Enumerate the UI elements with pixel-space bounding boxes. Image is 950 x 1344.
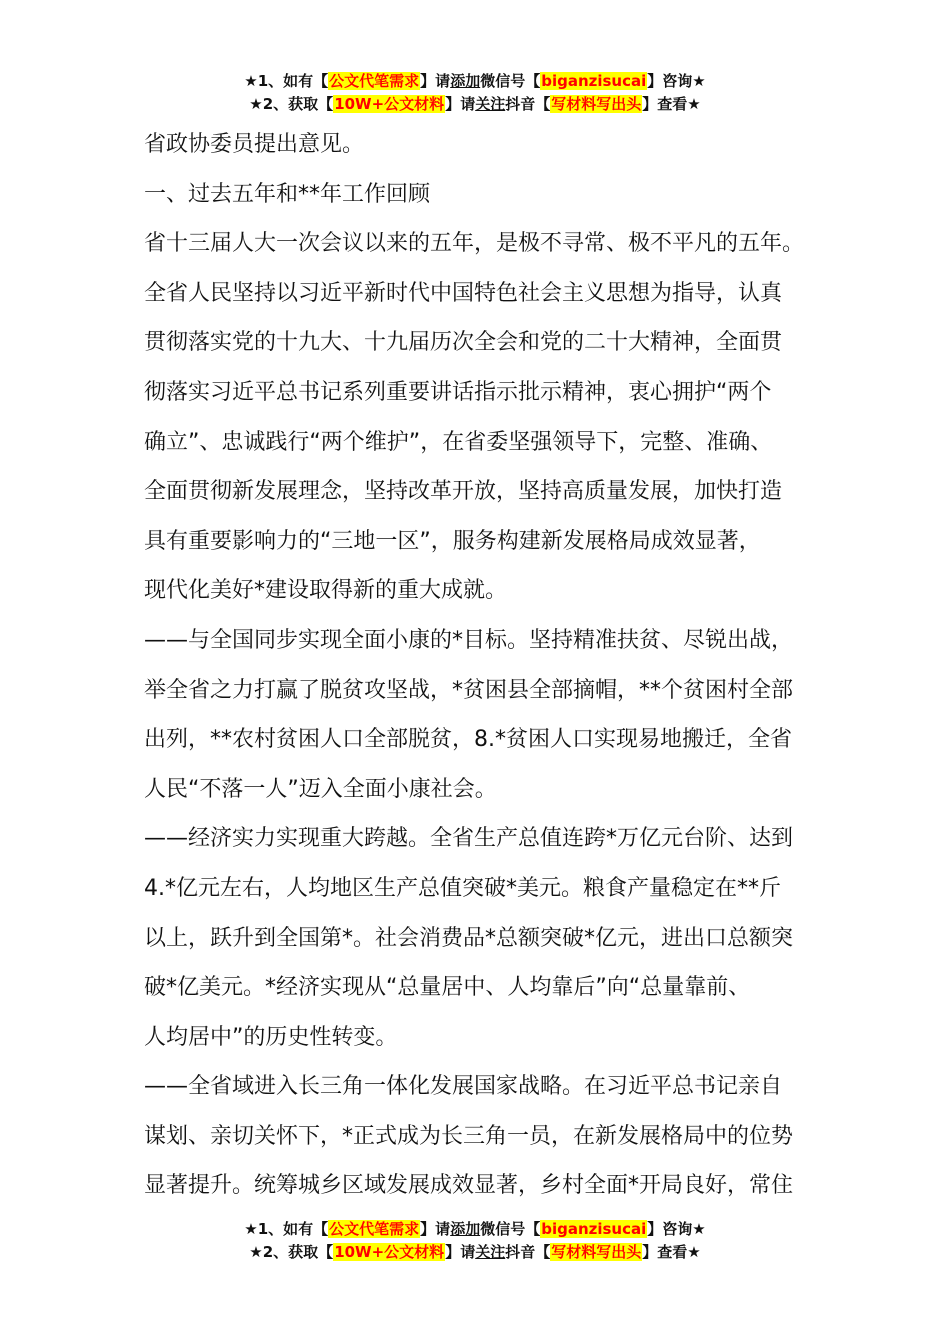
document-body: [144, 120, 834, 1211]
banner-line-1: ★1、如有【公文代笔需求】请添加微信号【biganzisucai】咨询★: [244, 72, 706, 90]
banner-line-2: ★2、获取【10W+公文材料】请关注抖音【写材料写出头】查看★: [249, 1243, 701, 1261]
text-line: ——全省域进入长三角一体化发展国家战略。在习近平总书记亲自: [144, 1074, 783, 1100]
footer-banner: [0, 1218, 950, 1264]
text-line: 全省人民坚持以习近平新时代中国特色社会主义思想为指导，认真: [144, 280, 783, 306]
banner-line-2: ★2、获取【10W+公文材料】请关注抖音【写材料写出头】查看★: [249, 95, 701, 113]
text-line: ——与全国同步实现全面小康的*目标。坚持精准扶贫、尽锐出战，: [144, 627, 794, 653]
highlight-wechat-id: biganzisucai: [541, 1220, 647, 1238]
text-line: 4.*亿元左右，人均地区生产总值突破*美元。粮食产量稳定在**斤: [144, 875, 781, 901]
text-line: 以上，跃升到全国第*。社会消费品*总额突破*亿元，进出口总额突: [144, 925, 794, 951]
text-line: 显著提升。统筹城乡区域发展成效显著，乡村全面*开局良好，常住: [144, 1173, 794, 1199]
highlight-writing-service: 公文代笔需求: [329, 72, 420, 90]
section-heading: 一、过去五年和**年工作回顾: [144, 181, 431, 207]
highlight-wechat-id: biganzisucai: [541, 72, 647, 90]
text-line: 举全省之力打赢了脱贫攻坚战，*贫困县全部摘帽，**个贫困村全部: [144, 677, 794, 703]
text-line: 谋划、亲切关怀下，*正式成为长三角一员，在新发展格局中的位势: [144, 1123, 794, 1149]
highlight-materials: 10W+公文材料: [334, 1243, 445, 1261]
highlight-materials: 10W+公文材料: [334, 95, 445, 113]
text-line: ——经济实力实现重大跨越。全省生产总值连跨*万亿元台阶、达到: [144, 826, 794, 852]
header-banner: [0, 70, 950, 116]
highlight-douyin-account: 写材料写出头: [551, 95, 642, 113]
text-line: 人民“不落一人”迈入全面小康社会。: [144, 776, 497, 802]
highlight-douyin-account: 写材料写出头: [551, 1243, 642, 1261]
highlight-writing-service: 公文代笔需求: [329, 1220, 420, 1238]
text-line: 确立”、忠诚践行“两个维护”，在省委坚强领导下，完整、准确、: [144, 429, 773, 455]
text-line: 破*亿美元。*经济实现从“总量居中、人均靠后”向“总量靠前、: [144, 975, 751, 1001]
banner-line-1: ★1、如有【公文代笔需求】请添加微信号【biganzisucai】咨询★: [244, 1220, 706, 1238]
text-line: 省十三届人大一次会议以来的五年，是极不寻常、极不平凡的五年。: [144, 231, 805, 257]
text-line: 具有重要影响力的“三地一区”，服务构建新发展格局成效显著，: [144, 528, 761, 554]
text-line: 全面贯彻新发展理念，坚持改革开放，坚持高质量发展，加快打造: [144, 479, 783, 505]
text-line: 贯彻落实党的十九大、十九届历次全会和党的二十大精神，全面贯: [144, 330, 783, 356]
text-line: 人均居中”的历史性转变。: [144, 1024, 398, 1050]
text-line: 现代化美好*建设取得新的重大成就。: [144, 578, 508, 604]
text-line: 彻落实习近平总书记系列重要讲话指示批示精神，衷心拥护“两个: [144, 379, 772, 405]
text-line: 出列，**农村贫困人口全部脱贫，8.*贫困人口实现易地搬迁，全省: [144, 727, 792, 753]
text-line: 省政协委员提出意见。: [144, 132, 365, 157]
